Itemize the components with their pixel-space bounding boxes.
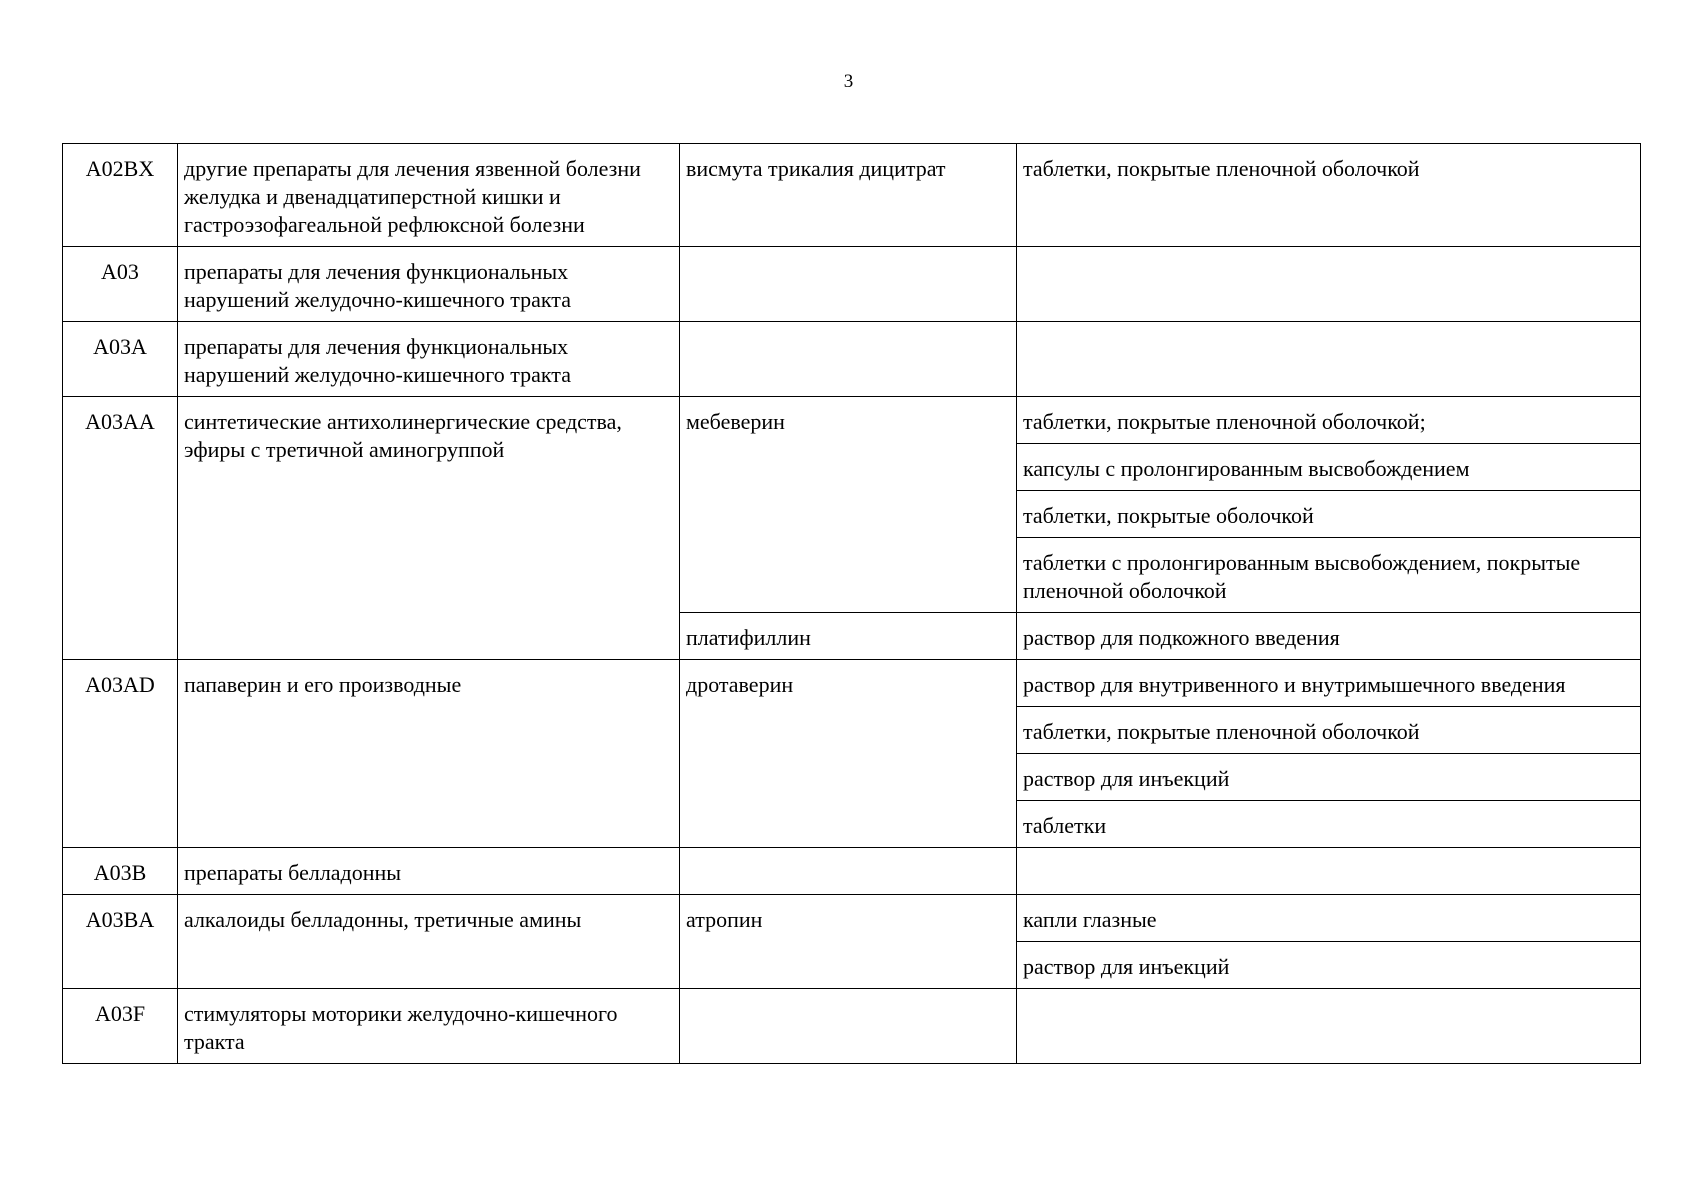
atc-code: A02BX — [63, 144, 178, 247]
table-row — [63, 660, 1641, 707]
pharmacological-group: стимуляторы моторики желудочно-кишечного тракта — [178, 989, 680, 1064]
drug-name: мебеверин — [680, 397, 1017, 613]
dosage-form: раствор для инъекций — [1017, 942, 1641, 989]
drug-name-empty — [680, 247, 1017, 322]
dosage-form: капли глазные — [1017, 895, 1641, 942]
dosage-form-empty — [1017, 989, 1641, 1064]
atc-code: A03AA — [63, 397, 178, 660]
drug-name-empty — [680, 989, 1017, 1064]
pharmacological-group: алкалоиды белладонны, третичные амины — [178, 895, 680, 989]
atc-code: A03BA — [63, 895, 178, 989]
pharmacological-group: папаверин и его производные — [178, 660, 680, 848]
dosage-form: раствор для внутривенного и внутримышечного введения — [1017, 660, 1641, 707]
table-row — [63, 322, 1641, 397]
drug-name: висмута трикалия дицитрат — [680, 144, 1017, 247]
dosage-form: раствор для подкожного введения — [1017, 613, 1641, 660]
dosage-form-empty — [1017, 848, 1641, 895]
table-row — [63, 247, 1641, 322]
pharmacological-group: препараты для лечения функциональных нарушений желудочно-кишечного тракта — [178, 322, 680, 397]
pharmacological-group: синтетические антихолинергические средства, эфиры с третичной аминогруппой — [178, 397, 680, 660]
pharmacological-group: другие препараты для лечения язвенной болезни желудка и двенадцатиперстной кишки и гастроэзофагеальной рефлюксной болезни — [178, 144, 680, 247]
drug-table — [62, 143, 1641, 1064]
pharmacological-group: препараты для лечения функциональных нарушений желудочно-кишечного тракта — [178, 247, 680, 322]
drug-name-empty — [680, 848, 1017, 895]
dosage-form: таблетки, покрытые пленочной оболочкой — [1017, 144, 1641, 247]
dosage-form: таблетки, покрытые пленочной оболочкой; — [1017, 397, 1641, 444]
table-row — [63, 848, 1641, 895]
table-row — [63, 397, 1641, 444]
drug-name: атропин — [680, 895, 1017, 989]
dosage-form: капсулы с пролонгированным высвобождением — [1017, 444, 1641, 491]
atc-code: A03B — [63, 848, 178, 895]
dosage-form: таблетки, покрытые пленочной оболочкой — [1017, 707, 1641, 754]
atc-code: A03 — [63, 247, 178, 322]
dosage-form: таблетки — [1017, 801, 1641, 848]
table-row — [63, 144, 1641, 247]
drug-name: платифиллин — [680, 613, 1017, 660]
dosage-form: раствор для инъекций — [1017, 754, 1641, 801]
drug-name: дротаверин — [680, 660, 1017, 848]
drug-name-empty — [680, 322, 1017, 397]
table-row — [63, 895, 1641, 942]
page-number: 3 — [843, 71, 854, 92]
atc-code: A03AD — [63, 660, 178, 848]
atc-code: A03F — [63, 989, 178, 1064]
pharmacological-group: препараты белладонны — [178, 848, 680, 895]
atc-code: A03A — [63, 322, 178, 397]
dosage-form-empty — [1017, 247, 1641, 322]
table-row — [63, 989, 1641, 1064]
dosage-form-empty — [1017, 322, 1641, 397]
dosage-form: таблетки с пролонгированным высвобождением, покрытые пленочной оболочкой — [1017, 538, 1641, 613]
dosage-form: таблетки, покрытые оболочкой — [1017, 491, 1641, 538]
